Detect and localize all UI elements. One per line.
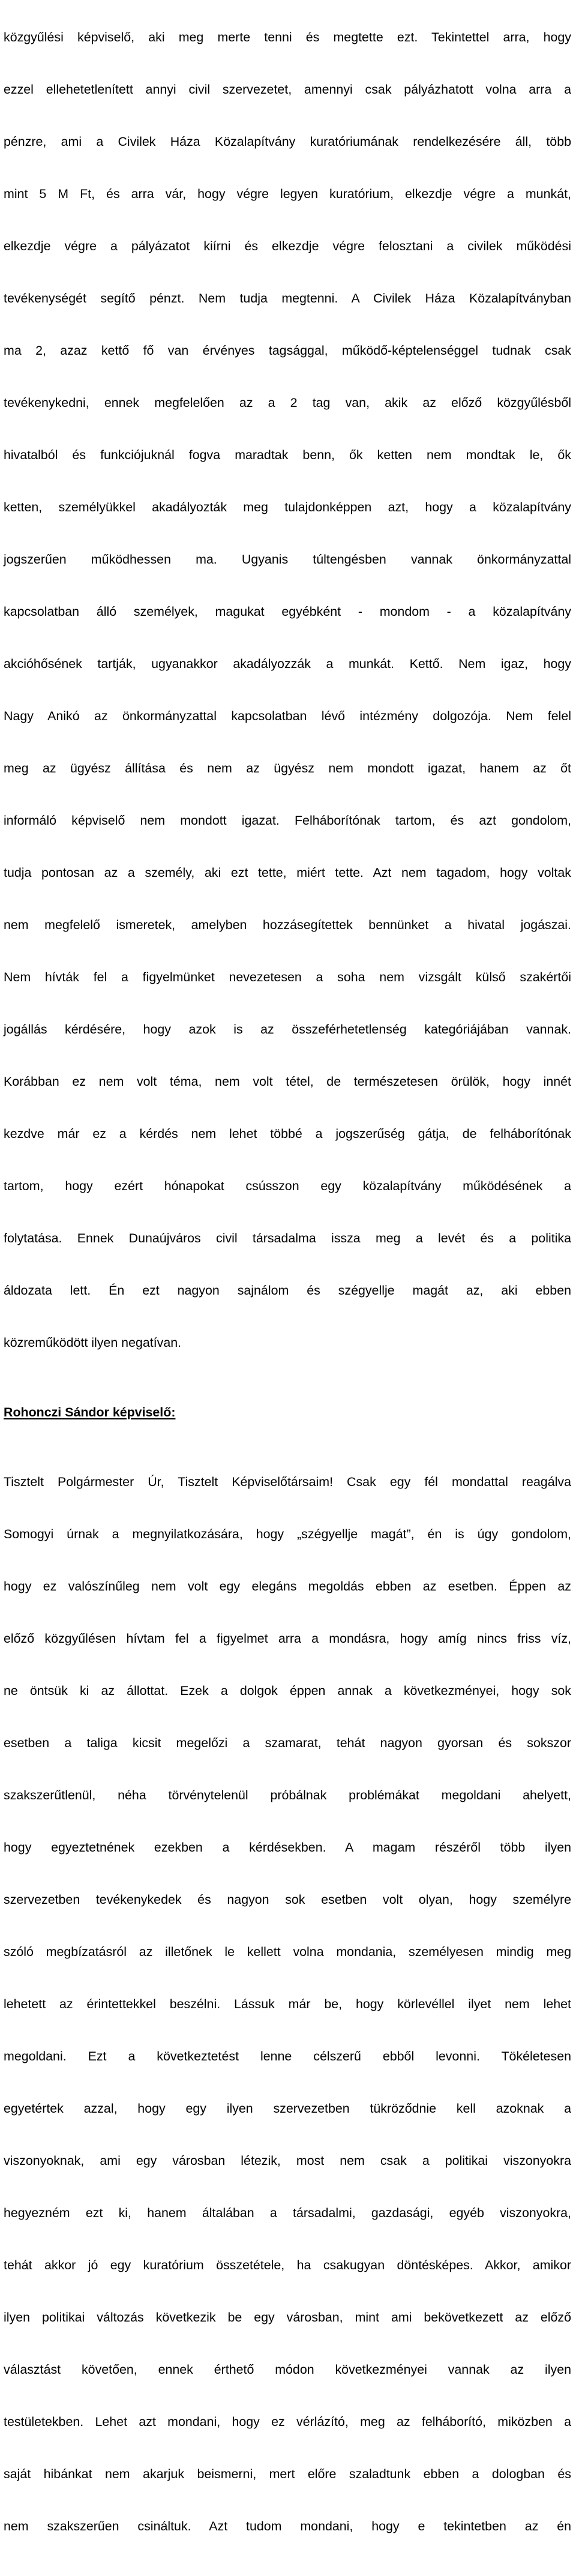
text-line: esetben a taliga kicsit megelőzi a szamarat, tehát nagyon gyorsan és sokszor (4, 1736, 571, 1750)
paragraph-1 (4, 0, 571, 1386)
text-line: Korábban ez nem volt téma, nem volt tétel, de természetesen örülök, hogy innét (4, 1074, 571, 1089)
text-line: közreműködött ilyen negatívan. (4, 1335, 182, 1350)
text-line: informáló képviselő nem mondott igazat. Felháborítónak tartom, és azt gondolom, (4, 813, 571, 828)
text-line: szervezetben tevékenykedek és nagyon sok esetben volt olyan, hogy személyre (4, 1892, 571, 1907)
text-line: ezzel ellehetetlenített annyi civil szervezetet, amennyi csak pályázhatott volna arra a (4, 82, 571, 97)
text-line: megoldani. Ezt a következtetést lenne célszerű ebből levonni. Tökéletesen (4, 2049, 571, 2063)
text-line: ilyen politikai változás következik be egy városban, mint ami bekövetkezett az előző (4, 2310, 571, 2325)
text-line: ma 2, azaz kettő fő van érvényes tagsággal, működő-képtelenséggel tudnak csak (4, 343, 571, 358)
text-line: Nem hívták fel a figyelmünket nevezetesen a soha nem vizsgált külső szakértői (4, 970, 571, 984)
text-line: tevékenykedni, ennek megfelelően az a 2 tag van, akik az előző közgyűlésből (4, 396, 571, 410)
text-line: egyetértek azzal, hogy egy ilyen szervezetben tükröződnie kell azoknak a (4, 2101, 571, 2116)
text-line: kezdve már ez a kérdés nem lehet többé a jogszerűség gátja, de felháborítónak (4, 1127, 571, 1141)
text-line: viszonyoknak, ami egy városban létezik, most nem csak a politikai viszonyokra (4, 2153, 571, 2168)
text-line: mint 5 M Ft, és arra vár, hogy végre legyen kuratórium, elkezdje végre a munkát, (4, 187, 571, 201)
text-line: közgyűlési képviselő, aki meg merte tenni és megtette ezt. Tekintettel arra, hogy (4, 30, 571, 44)
text-line: saját hibánkat nem akarjuk beismerni, mert előre szaladtunk ebben a dologban és (4, 2467, 571, 2481)
text-line: nem megfelelő ismeretek, amelyben hozzásegítettek bennünket a hivatal jogászai. (4, 918, 571, 932)
speaker-heading: Rohonczi Sándor képviselő: (4, 1405, 176, 1419)
text-line: lehetett az érintettekkel beszélni. Lássuk már be, hogy körlevéllel ilyet nem lehet (4, 1997, 571, 2011)
text-line: testületekben. Lehet azt mondani, hogy ez vérlázító, meg az felháborító, miközben a (4, 2415, 571, 2429)
text-line: tartom, hogy ezért hónapokat csússzon egy közalapítvány működésének a (4, 1179, 571, 1193)
text-line: folytatása. Ennek Dunaújváros civil társadalma issza meg a levét és a politika (4, 1231, 571, 1245)
text-line: áldozata lett. Én ezt nagyon sajnálom és szégyellje magát az, aki ebben (4, 1283, 571, 1298)
text-line: választást követően, ennek érthető módon következményei vannak az ilyen (4, 2362, 571, 2377)
text-line: ketten, személyükkel akadályozták meg tulajdonképpen azt, hogy a közalapítvány (4, 500, 571, 514)
text-line: hivatalból és funkciójuknál fogva maradtak benn, ők ketten nem mondtak le, ők (4, 448, 571, 462)
text-line: hegyezném ezt ki, hanem általában a társadalmi, gazdasági, egyéb viszonyokra, (4, 2206, 571, 2220)
text-line: jogszerűen működhessen ma. Ugyanis túltengésben vannak önkormányzattal (4, 552, 571, 567)
text-line: hogy ez valószínűleg nem volt egy elegáns megoldás ebben az esetben. Éppen az (4, 1579, 571, 1593)
text-line: ne öntsük ki az állottat. Ezek a dolgok éppen annak a következményei, hogy sok (4, 1684, 571, 1698)
text-line: előző közgyűlésen hívtam fel a figyelmet arra a mondásra, hogy amíg nincs friss víz, (4, 1631, 571, 1646)
text-line: meg az ügyész állítása és nem az ügyész nem mondott igazat, hanem az őt (4, 761, 571, 775)
text-line: jogállás kérdésére, hogy azok is az összeférhetetlenség kategóriájában vannak. (4, 1022, 571, 1037)
text-line: pénzre, ami a Civilek Háza Közalapítvány kuratóriumának rendelkezésére áll, több (4, 134, 571, 149)
text-line: tudja pontosan az a személy, aki ezt tette, miért tette. Azt nem tagadom, hogy voltak (4, 865, 571, 880)
text-line: tehát akkor jó egy kuratórium összetétele, ha csakugyan döntésképes. Akkor, amikor (4, 2258, 571, 2272)
text-line: nem szakszerűen csináltuk. Azt tudom mondani, hogy e tekintetben az én (4, 2519, 571, 2533)
text-line: hogy egyeztetnének ezekben a kérdésekben. A magam részéről több ilyen (4, 1840, 571, 1855)
text-line: Nagy Anikó az önkormányzattal kapcsolatban lévő intézmény dolgozója. Nem felel (4, 709, 571, 723)
text-line: kapcsolatban álló személyek, magukat egyébként - mondom - a közalapítvány (4, 604, 571, 619)
paragraph-2 (4, 1439, 571, 2570)
text-line: Tisztelt Polgármester Úr, Tisztelt Képviselőtársaim! Csak egy fél mondattal reagálva (4, 1475, 571, 1489)
blank-line (4, 1421, 571, 1439)
text-line: elkezdje végre a pályázatot kiírni és elkezdje végre felosztani a civilek működési (4, 239, 571, 253)
blank-line (4, 1386, 571, 1404)
text-line: Somogyi úrnak a megnyilatkozására, hogy „szégyellje magát”, én is úgy gondolom, (4, 1527, 571, 1541)
text-line: szóló megbízatásról az illetőnek le kellett volna mondania, személyesen mindig meg (4, 1945, 571, 1959)
text-line: akcióhősének tartják, ugyanakkor akadályozzák a munkát. Kettő. Nem igaz, hogy (4, 657, 571, 671)
text-line: szakszerűtlenül, néha törvénytelenül próbálnak problémákat megoldani ahelyett, (4, 1788, 571, 1802)
text-line: tevékenységét segítő pénzt. Nem tudja megtenni. A Civilek Háza Közalapítványban (4, 291, 571, 305)
